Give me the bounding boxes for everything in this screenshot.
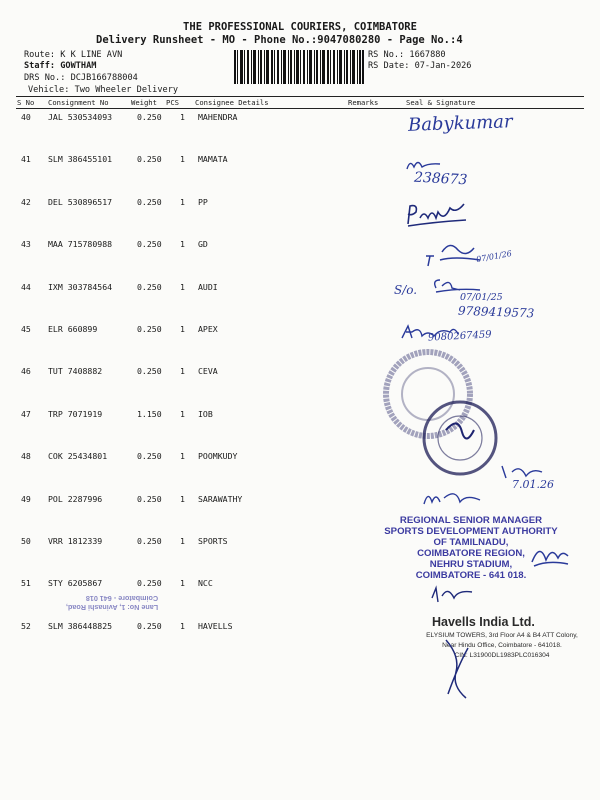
row-sno: 50	[21, 536, 31, 546]
handwritten-phone-row45: 9080267459	[427, 329, 492, 344]
row-consignee: SPORTS	[198, 536, 228, 546]
row-pcs: 1	[180, 196, 185, 207]
row-consignee: SARAWATHY	[198, 493, 243, 504]
row-sno: 46	[21, 366, 31, 377]
row-pcs: 1	[180, 493, 185, 504]
row-weight: 0.250	[137, 281, 162, 292]
havells-cin: CIN: L31900DL1983PLC016304	[454, 652, 550, 659]
row-consignment-no: MAA 715780988	[48, 239, 113, 250]
row-consignment-no: VRR 1812339	[48, 536, 103, 546]
havells-addr2: Near Hindu Office, Coimbatore - 641018.	[442, 642, 562, 649]
col-consignment: Consignment No	[48, 98, 109, 107]
row-consignee: MAHENDRA	[198, 112, 238, 122]
row-weight: 0.250	[137, 451, 162, 462]
handwritten-phone-row44: 9789419573	[457, 303, 535, 321]
signature-row51	[428, 584, 478, 606]
row-consignment-no: SLM 386455101	[48, 154, 113, 165]
round-seal-stamp-2	[418, 396, 502, 480]
row-sno: 43	[21, 239, 31, 250]
rs-date: RS Date: 07-Jan-2026	[368, 61, 472, 71]
havells-addr1: ELYSIUM TOWERS, 3rd Floor A4 & B4 ATT Colony,	[426, 632, 578, 639]
barcode-image	[234, 50, 364, 84]
havells-stamp-address	[405, 631, 599, 661]
row-consignee: POOMKUDY	[198, 451, 238, 462]
row-weight: 0.250	[137, 366, 162, 377]
col-consignee: Consignee Details	[195, 98, 269, 107]
sdat-line4: COIMBATORE REGION,	[417, 548, 525, 559]
row-consignment-no: POL 2287996	[48, 493, 103, 504]
row-sno: 51	[21, 578, 31, 589]
row-weight: 0.250	[137, 536, 162, 546]
row-sno: 42	[21, 196, 31, 207]
row-sno: 52	[21, 620, 31, 631]
row-consignee: NCC	[198, 578, 213, 589]
row-pcs: 1	[180, 451, 185, 462]
row-consignment-no: STY 6205867	[48, 578, 103, 589]
company-title: THE PROFESSIONAL COURIERS, COIMBATORE	[183, 21, 417, 33]
row-sno: 48	[21, 451, 31, 462]
sdat-line6: COIMBATORE - 641 018.	[415, 570, 527, 581]
runsheet-subtitle: Delivery Runsheet - MO - Phone No.:9047080280 - Page No.:4	[96, 34, 463, 46]
ncc-line1: Lane No: 1, Avinashi Road,	[66, 603, 159, 612]
sdat-line2: SPORTS DEVELOPMENT AUTHORITY	[384, 526, 558, 537]
sdat-line5: NEHRU STADIUM,	[429, 559, 513, 570]
row-weight: 0.250	[137, 620, 162, 631]
row-consignee: MAMATA	[198, 154, 228, 165]
row-pcs: 1	[180, 112, 185, 122]
row-weight: 0.250	[137, 493, 162, 504]
row-sno: 45	[21, 324, 31, 334]
col-seal: Seal & Signature	[406, 98, 476, 107]
row-pcs: 1	[180, 154, 185, 165]
handwritten-date-row44: 07/01/25	[460, 292, 503, 303]
handwritten-date-row43: 07/01/26	[475, 248, 513, 265]
row-weight: 0.250	[137, 239, 162, 250]
row-weight: 0.250	[137, 112, 162, 122]
row-consignee: CEVA	[198, 366, 218, 377]
row-consignee: AUDI	[198, 281, 218, 292]
handwritten-number-row41: 238673	[413, 169, 468, 189]
row-consignee: APEX	[198, 324, 218, 334]
signature-row40: Babykumar	[407, 111, 513, 136]
row-consignment-no: ELR 660899	[48, 324, 98, 334]
row-consignment-no: TRP 7071919	[48, 408, 103, 419]
row-pcs: 1	[180, 239, 185, 250]
row-weight: 0.250	[137, 324, 162, 334]
row-consignment-no: DEL 530896517	[48, 196, 113, 207]
row-pcs: 1	[180, 324, 185, 334]
row-consignment-no: TUT 7408882	[48, 366, 103, 377]
signature-row42	[404, 200, 470, 230]
row-weight: 0.250	[137, 578, 162, 589]
col-remarks: Remarks	[348, 98, 379, 107]
col-weight: Weight	[131, 98, 157, 107]
col-sno: S No	[17, 98, 35, 107]
row-pcs: 1	[180, 408, 185, 419]
row-pcs: 1	[180, 620, 185, 631]
row-consignee: GD	[198, 239, 208, 250]
col-pcs: PCS	[166, 98, 179, 107]
vehicle-info: Vehicle: Two Wheeler Delivery	[28, 85, 179, 95]
signature-row52	[438, 636, 478, 706]
row-consignment-no: IXM 303784564	[48, 281, 113, 292]
ncc-line2: Coimbatore - 641 018	[85, 594, 159, 603]
handwritten-date-row49: 7.01.26	[512, 478, 554, 491]
row-sno: 44	[21, 281, 31, 292]
staff-info: Staff: GOWTHAM	[24, 61, 97, 71]
handwritten-so-row44: S/o.	[394, 283, 418, 297]
ncc-stamp	[66, 594, 158, 612]
row-pcs: 1	[180, 366, 185, 377]
header-top-rule	[16, 96, 584, 97]
signature-row49	[420, 488, 490, 508]
row-pcs: 1	[180, 578, 185, 589]
sdat-line3: OF TAMILNADU,	[433, 537, 509, 548]
route-info: Route: K K LINE AVN	[24, 50, 123, 60]
row-consignee: PP	[198, 196, 208, 207]
drs-number: DRS No.: DCJB166788004	[24, 73, 138, 83]
row-consignment-no: SLM 386448825	[48, 620, 113, 631]
row-sno: 40	[21, 112, 31, 122]
row-consignee: IOB	[198, 408, 213, 419]
havells-stamp-name: Havells India Ltd.	[432, 615, 535, 629]
row-sno: 41	[21, 154, 31, 165]
row-consignment-no: COK 25434801	[48, 451, 108, 462]
row-weight: 0.250	[137, 154, 162, 165]
row-pcs: 1	[180, 281, 185, 292]
sdat-line1: REGIONAL SENIOR MANAGER	[399, 515, 543, 526]
row-sno: 47	[21, 408, 31, 419]
row-consignment-no: JAL 530534093	[48, 112, 113, 122]
signature-row50	[528, 540, 572, 570]
row-weight: 1.150	[137, 408, 162, 419]
row-consignee: HAVELLS	[198, 620, 233, 631]
rs-number: RS No.: 1667880	[368, 50, 446, 60]
header-bottom-rule	[16, 108, 584, 109]
row-sno: 49	[21, 493, 31, 504]
row-weight: 0.250	[137, 196, 162, 207]
signature-row43	[424, 238, 484, 268]
row-pcs: 1	[180, 536, 185, 546]
